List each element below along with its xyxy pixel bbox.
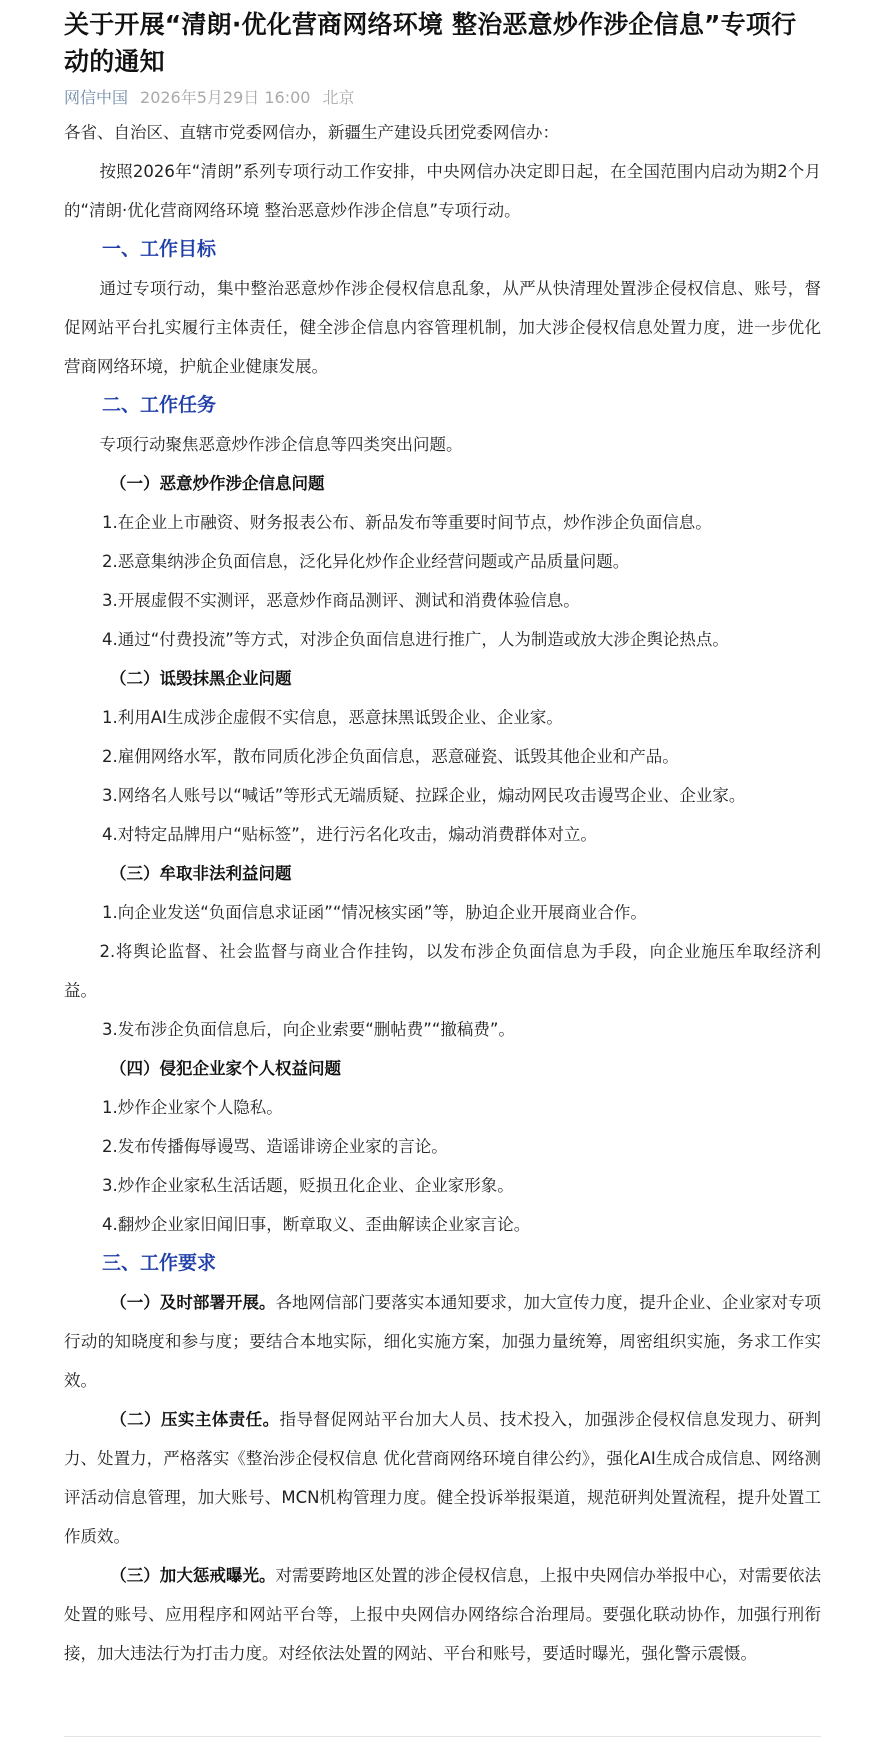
subheading-malicious-hype: （一）恶意炒作涉企信息问题 (110, 474, 325, 493)
list-item: 1.在企业上市融资、财务报表公布、新品发布等重要时间节点，炒作涉企负面信息。 (102, 513, 712, 532)
list-item: 3.开展虚假不实测评，恶意炒作商品测评、测试和消费体验信息。 (102, 591, 580, 610)
list-item: 3.炒作企业家私生活话题，贬损丑化企业、企业家形象。 (102, 1176, 514, 1195)
goals-paragraph: 通过专项行动，集中整治恶意炒作涉企侵权信息乱象，从严从快清理处置涉企侵权信息、账号，督促网站平台扎实履行主体责任，健全涉企信息内容管理机制，加大涉企侵权信息处置力度，进一步优化营商网络环境，护航企业健康发展。 (64, 279, 821, 376)
list-item: 2.恶意集纳涉企负面信息，泛化异化炒作企业经营问题或产品质量问题。 (102, 552, 630, 571)
requirement-lead: （三）加大惩戒曝光。 (110, 1566, 276, 1585)
tasks-intro: 专项行动聚焦恶意炒作涉企信息等四类突出问题。 (99, 435, 463, 454)
list-item: 3.发布涉企负面信息后，向企业索要“删帖费”“撤稿费”。 (102, 1020, 515, 1039)
subheading-illegal-profit: （三）牟取非法利益问题 (110, 864, 292, 883)
publish-location: 北京 (322, 88, 355, 107)
list-item: 3.网络名人账号以“喊话”等形式无端质疑、拉踩企业，煽动网民攻击谩骂企业、企业家。 (102, 786, 746, 805)
source-link[interactable]: 网信中国 (64, 88, 129, 107)
requirement-paragraph (64, 1283, 821, 1400)
list-item: 2.将舆论监督、社会监督与商业合作挂钩，以发布涉企负面信息为手段，向企业施压牟取经济利益。 (64, 942, 821, 1000)
section-heading-requirements: 三、工作要求 (102, 1252, 217, 1274)
publish-date: 2026年5月29日 16:00 (140, 88, 311, 107)
requirement-lead: （二）压实主体责任。 (110, 1410, 280, 1429)
list-item: 4.对特定品牌用户“贴标签”，进行污名化攻击，煽动消费群体对立。 (102, 825, 597, 844)
list-item: 1.利用AI生成涉企虚假不实信息，恶意抹黑诋毁企业、企业家。 (102, 708, 563, 727)
subheading-defamation: （二）诋毁抹黑企业问题 (110, 669, 292, 688)
recipients: 各省、自治区、直辖市党委网信办，新疆生产建设兵团党委网信办： (64, 123, 559, 142)
section-heading-tasks: 二、工作任务 (102, 394, 217, 416)
article-meta (64, 87, 821, 109)
list-item: 1.炒作企业家个人隐私。 (102, 1098, 283, 1117)
intro-paragraph: 按照2026年“清朗”系列专项行动工作安排，中央网信办决定即日起，在全国范围内启动为期2个月的“清朗·优化营商网络环境 整治恶意炒作涉企信息”专项行动。 (64, 162, 821, 220)
list-item: 4.通过“付费投流”等方式，对涉企负面信息进行推广，人为制造或放大涉企舆论热点。 (102, 630, 729, 649)
subheading-entrepreneur-rights: （四）侵犯企业家个人权益问题 (110, 1059, 341, 1078)
list-item: 1.向企业发送“负面信息求证函”“情况核实函”等，胁迫企业开展商业合作。 (102, 903, 647, 922)
list-item: 4.翻炒企业家旧闻旧事，断章取义、歪曲解读企业家言论。 (102, 1215, 531, 1234)
requirement-text: 指导督促网站平台加大人员、技术投入，加强涉企侵权信息发现力、研判力、处置力，严格落实《整治涉企侵权信息 优化营商网络环境自律公约》，强化AI生成合成信息、网络测评活动信息管理，加大账号、MCN机构管理力度。健全投诉举报渠道，规范研判处置流程，提升处置工作质效。 (64, 1410, 822, 1546)
requirement-text: 各地网信部门要落实本通知要求，加大宣传力度，提升企业、企业家对专项行动的知晓度和参与度；要结合本地实际，细化实施方案，加强力量统筹，周密组织实施，务求工作实效。 (64, 1293, 821, 1390)
requirement-lead: （一）及时部署开展。 (110, 1293, 276, 1312)
list-item: 2.发布传播侮辱谩骂、造谣诽谤企业家的言论。 (102, 1137, 448, 1156)
requirement-paragraph (64, 1400, 821, 1556)
requirement-paragraph (64, 1556, 821, 1673)
bottom-divider (64, 1736, 821, 1737)
list-item: 2.雇佣网络水军，散布同质化涉企负面信息，恶意碰瓷、诋毁其他企业和产品。 (102, 747, 679, 766)
requirement-text: 对需要跨地区处置的涉企侵权信息，上报中央网信办举报中心，对需要依法处置的账号、应用程序和网站平台等，上报中央网信办网络综合治理局。要强化联动协作，加强行刑衔接，加大违法行为打击力度。对经依法处置的网站、平台和账号，要适时曝光，强化警示震慑。 (64, 1566, 821, 1663)
article-title: 关于开展“清朗·优化营商网络环境 整治恶意炒作涉企信息”专项行动的通知 (64, 10, 797, 76)
section-heading-goals: 一、工作目标 (102, 238, 217, 260)
